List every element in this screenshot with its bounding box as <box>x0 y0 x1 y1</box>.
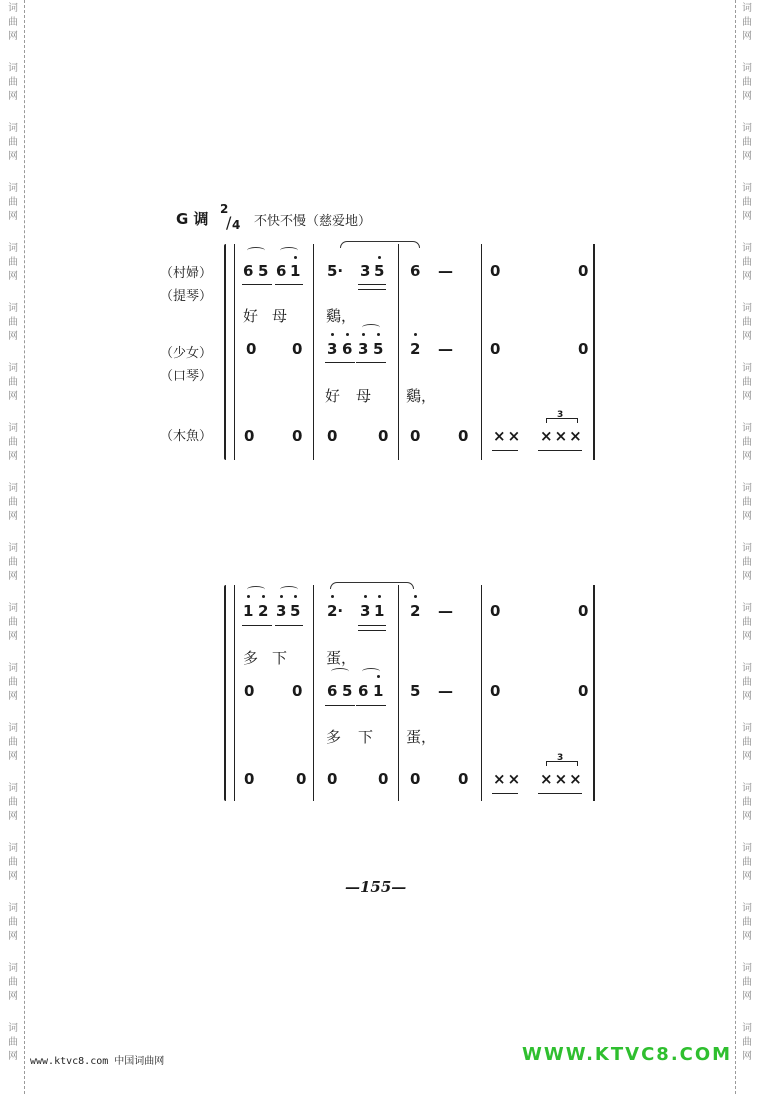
watermark-group <box>8 1020 18 1080</box>
watermark-char: 词 <box>8 243 18 254</box>
footer-logo: WWW.KTVC8.COM <box>522 1044 733 1065</box>
watermark-char: 网 <box>8 151 18 162</box>
watermark-group <box>742 180 752 240</box>
watermark-char: 网 <box>8 331 18 342</box>
watermark-char: 词 <box>742 843 752 854</box>
watermark-char: 网 <box>8 631 18 642</box>
watermark-char: 曲 <box>742 557 752 568</box>
left-margin-line <box>24 0 25 1094</box>
watermark-char: 曲 <box>742 197 752 208</box>
time-signature-top: 2 <box>220 202 229 216</box>
watermark-char: 网 <box>8 91 18 102</box>
watermark-char: 网 <box>8 571 18 582</box>
watermark-char: 曲 <box>8 677 18 688</box>
system1-lyric2-1: 好 <box>325 387 341 405</box>
watermark-char: 曲 <box>8 77 18 88</box>
watermark-char: 曲 <box>742 737 752 748</box>
watermark-char: 曲 <box>8 1037 18 1048</box>
watermark-char: 曲 <box>8 737 18 748</box>
watermark-char: 网 <box>8 511 18 522</box>
watermark-char: 词 <box>8 963 18 974</box>
watermark-char: 词 <box>8 843 18 854</box>
watermark-group <box>8 660 18 720</box>
watermark-group <box>742 600 752 660</box>
watermark-char: 曲 <box>742 437 752 448</box>
watermark-char: 词 <box>742 183 752 194</box>
footer-site-text: www.ktvc8.com 中国词曲网 <box>30 1056 165 1067</box>
watermark-char: 网 <box>742 691 752 702</box>
watermark-char: 网 <box>742 871 752 882</box>
watermark-char: 曲 <box>742 1037 752 1048</box>
watermark-char: 网 <box>8 271 18 282</box>
watermark-char: 曲 <box>8 377 18 388</box>
watermark-char: 网 <box>742 31 752 42</box>
watermark-char: 词 <box>742 603 752 614</box>
system2-lyric1-2: 下 <box>272 649 288 667</box>
watermark-char: 词 <box>742 903 752 914</box>
watermark-char: 网 <box>8 931 18 942</box>
system1-lyric2-3: 鷄， <box>406 387 437 405</box>
watermark-char: 词 <box>8 423 18 434</box>
watermark-char: 曲 <box>8 317 18 328</box>
watermark-char: 曲 <box>8 557 18 568</box>
watermark-char: 网 <box>742 211 752 222</box>
watermark-char: 词 <box>8 543 18 554</box>
watermark-char: 网 <box>742 751 752 762</box>
tempo-marking: 不快不慢（慈爱地） <box>254 214 372 229</box>
watermark-char: 网 <box>8 391 18 402</box>
watermark-char: 曲 <box>742 377 752 388</box>
watermark-char: 网 <box>8 871 18 882</box>
watermark-char: 词 <box>8 603 18 614</box>
watermark-char: 词 <box>742 543 752 554</box>
watermark-group <box>742 0 752 60</box>
watermark-char: 词 <box>742 123 752 134</box>
watermark-char: 词 <box>742 363 752 374</box>
left-watermark-column <box>4 0 22 1094</box>
watermark-char: 曲 <box>742 497 752 508</box>
system2-lyric2-3: 蛋， <box>406 728 437 746</box>
watermark-char: 网 <box>742 1051 752 1062</box>
watermark-group <box>742 1020 752 1080</box>
watermark-char: 词 <box>8 123 18 134</box>
watermark-char: 网 <box>8 211 18 222</box>
watermark-char: 曲 <box>742 797 752 808</box>
watermark-char: 曲 <box>8 17 18 28</box>
watermark-char: 曲 <box>742 977 752 988</box>
watermark-char: 词 <box>742 723 752 734</box>
part-label-harmonica: （口琴） <box>160 369 213 384</box>
watermark-char: 曲 <box>742 677 752 688</box>
part-label-woodblock: （木魚） <box>160 429 213 444</box>
watermark-group <box>8 780 18 840</box>
watermark-char: 网 <box>742 331 752 342</box>
watermark-char: 曲 <box>742 617 752 628</box>
watermark-char: 网 <box>742 631 752 642</box>
watermark-char: 词 <box>8 903 18 914</box>
watermark-char: 词 <box>8 663 18 674</box>
watermark-char: 网 <box>742 271 752 282</box>
watermark-char: 网 <box>742 451 752 462</box>
watermark-group <box>742 720 752 780</box>
watermark-char: 曲 <box>742 137 752 148</box>
watermark-char: 词 <box>8 303 18 314</box>
watermark-char: 网 <box>742 991 752 1002</box>
watermark-group <box>742 660 752 720</box>
time-signature-bottom: 4 <box>232 218 241 232</box>
watermark-group <box>8 240 18 300</box>
watermark-char: 网 <box>8 811 18 822</box>
watermark-char: 词 <box>742 1023 752 1034</box>
watermark-char: 网 <box>742 151 752 162</box>
watermark-char: 词 <box>742 783 752 794</box>
watermark-char: 网 <box>742 391 752 402</box>
time-signature-slash: / <box>226 213 232 232</box>
watermark-char: 词 <box>8 1023 18 1034</box>
watermark-char: 曲 <box>8 917 18 928</box>
watermark-char: 曲 <box>8 497 18 508</box>
watermark-group <box>742 420 752 480</box>
watermark-group <box>8 180 18 240</box>
watermark-group <box>742 960 752 1020</box>
watermark-char: 网 <box>742 511 752 522</box>
watermark-char: 词 <box>742 303 752 314</box>
watermark-group <box>742 900 752 960</box>
watermark-char: 曲 <box>742 77 752 88</box>
system1-lyric1-1: 好 <box>243 307 259 325</box>
watermark-char: 词 <box>742 243 752 254</box>
watermark-char: 曲 <box>8 617 18 628</box>
watermark-group <box>742 780 752 840</box>
watermark-group <box>8 960 18 1020</box>
watermark-group <box>8 840 18 900</box>
watermark-char: 曲 <box>8 977 18 988</box>
watermark-char: 词 <box>742 423 752 434</box>
key-signature: G 调 <box>176 210 209 228</box>
watermark-char: 网 <box>8 451 18 462</box>
watermark-char: 网 <box>8 991 18 1002</box>
watermark-char: 曲 <box>742 17 752 28</box>
watermark-char: 曲 <box>742 257 752 268</box>
watermark-group <box>8 300 18 360</box>
watermark-char: 词 <box>8 483 18 494</box>
watermark-group <box>742 300 752 360</box>
watermark-group <box>742 240 752 300</box>
system1-lyric1-3: 鷄， <box>326 307 357 325</box>
watermark-char: 网 <box>742 811 752 822</box>
watermark-group <box>8 600 18 660</box>
watermark-group <box>742 540 752 600</box>
watermark-char: 网 <box>742 571 752 582</box>
system2-lyric2-2: 下 <box>358 728 374 746</box>
watermark-char: 词 <box>742 3 752 14</box>
system2-lyric2-1: 多 <box>326 728 342 746</box>
watermark-group <box>8 720 18 780</box>
watermark-char: 曲 <box>742 917 752 928</box>
watermark-group <box>8 0 18 60</box>
watermark-char: 曲 <box>8 197 18 208</box>
watermark-char: 网 <box>8 1051 18 1062</box>
watermark-char: 曲 <box>8 437 18 448</box>
watermark-group <box>8 360 18 420</box>
system1-lyric2-2: 母 <box>356 387 372 405</box>
watermark-char: 网 <box>8 751 18 762</box>
watermark-group <box>742 840 752 900</box>
watermark-char: 词 <box>742 663 752 674</box>
watermark-char: 词 <box>8 3 18 14</box>
system2-lyric1-3: 蛋， <box>326 649 357 667</box>
watermark-char: 词 <box>8 723 18 734</box>
watermark-char: 网 <box>742 931 752 942</box>
watermark-char: 词 <box>8 783 18 794</box>
watermark-group <box>742 360 752 420</box>
watermark-char: 曲 <box>742 857 752 868</box>
watermark-group <box>8 60 18 120</box>
watermark-char: 词 <box>8 363 18 374</box>
watermark-group <box>8 480 18 540</box>
watermark-char: 词 <box>742 63 752 74</box>
watermark-char: 网 <box>742 91 752 102</box>
watermark-char: 网 <box>8 691 18 702</box>
part-label-violin: （提琴） <box>160 289 213 304</box>
watermark-char: 词 <box>8 63 18 74</box>
watermark-char: 词 <box>742 963 752 974</box>
watermark-char: 曲 <box>742 317 752 328</box>
watermark-char: 词 <box>8 183 18 194</box>
watermark-group <box>8 420 18 480</box>
part-label-villager-woman: （村婦） <box>160 266 213 281</box>
watermark-char: 词 <box>742 483 752 494</box>
part-label-girl: （少女） <box>160 346 213 361</box>
watermark-char: 曲 <box>8 797 18 808</box>
right-watermark-column <box>738 0 756 1094</box>
watermark-group <box>8 120 18 180</box>
watermark-char: 曲 <box>8 137 18 148</box>
watermark-char: 网 <box>8 31 18 42</box>
watermark-char: 曲 <box>8 257 18 268</box>
watermark-group <box>742 120 752 180</box>
watermark-group <box>8 900 18 960</box>
watermark-char: 曲 <box>8 857 18 868</box>
watermark-group <box>8 540 18 600</box>
right-margin-line <box>735 0 736 1094</box>
watermark-group <box>742 480 752 540</box>
system2-lyric1-1: 多 <box>243 649 259 667</box>
page-number: —155— <box>345 878 407 896</box>
watermark-group <box>742 60 752 120</box>
system1-lyric1-2: 母 <box>272 307 288 325</box>
